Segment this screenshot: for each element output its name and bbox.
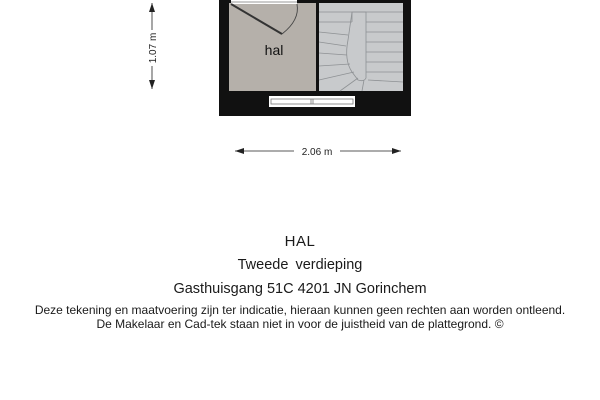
dimension-height xyxy=(148,3,159,89)
disclaimer-line-1: Deze tekening en maatvoering zijn ter indicatie, hieraan kunnen geen rechten aan worden ontleend. xyxy=(34,303,566,317)
room-label: hal xyxy=(264,42,284,58)
dimension-height-label: 1.07 m xyxy=(148,32,159,64)
window-bottom xyxy=(269,96,355,107)
dimension-width-label: 2.06 m xyxy=(301,147,333,158)
disclaimer-line-2: De Makelaar en Cad-tek staan niet in voor de juistheid van de plattegrond. © xyxy=(96,317,504,331)
plan-title: HAL xyxy=(284,233,316,250)
dimension-width xyxy=(235,147,401,158)
floor-name: Tweede verdieping xyxy=(237,257,363,273)
staircase xyxy=(319,3,403,91)
address: Gasthuisgang 51C 4201 JN Gorinchem xyxy=(173,281,427,297)
